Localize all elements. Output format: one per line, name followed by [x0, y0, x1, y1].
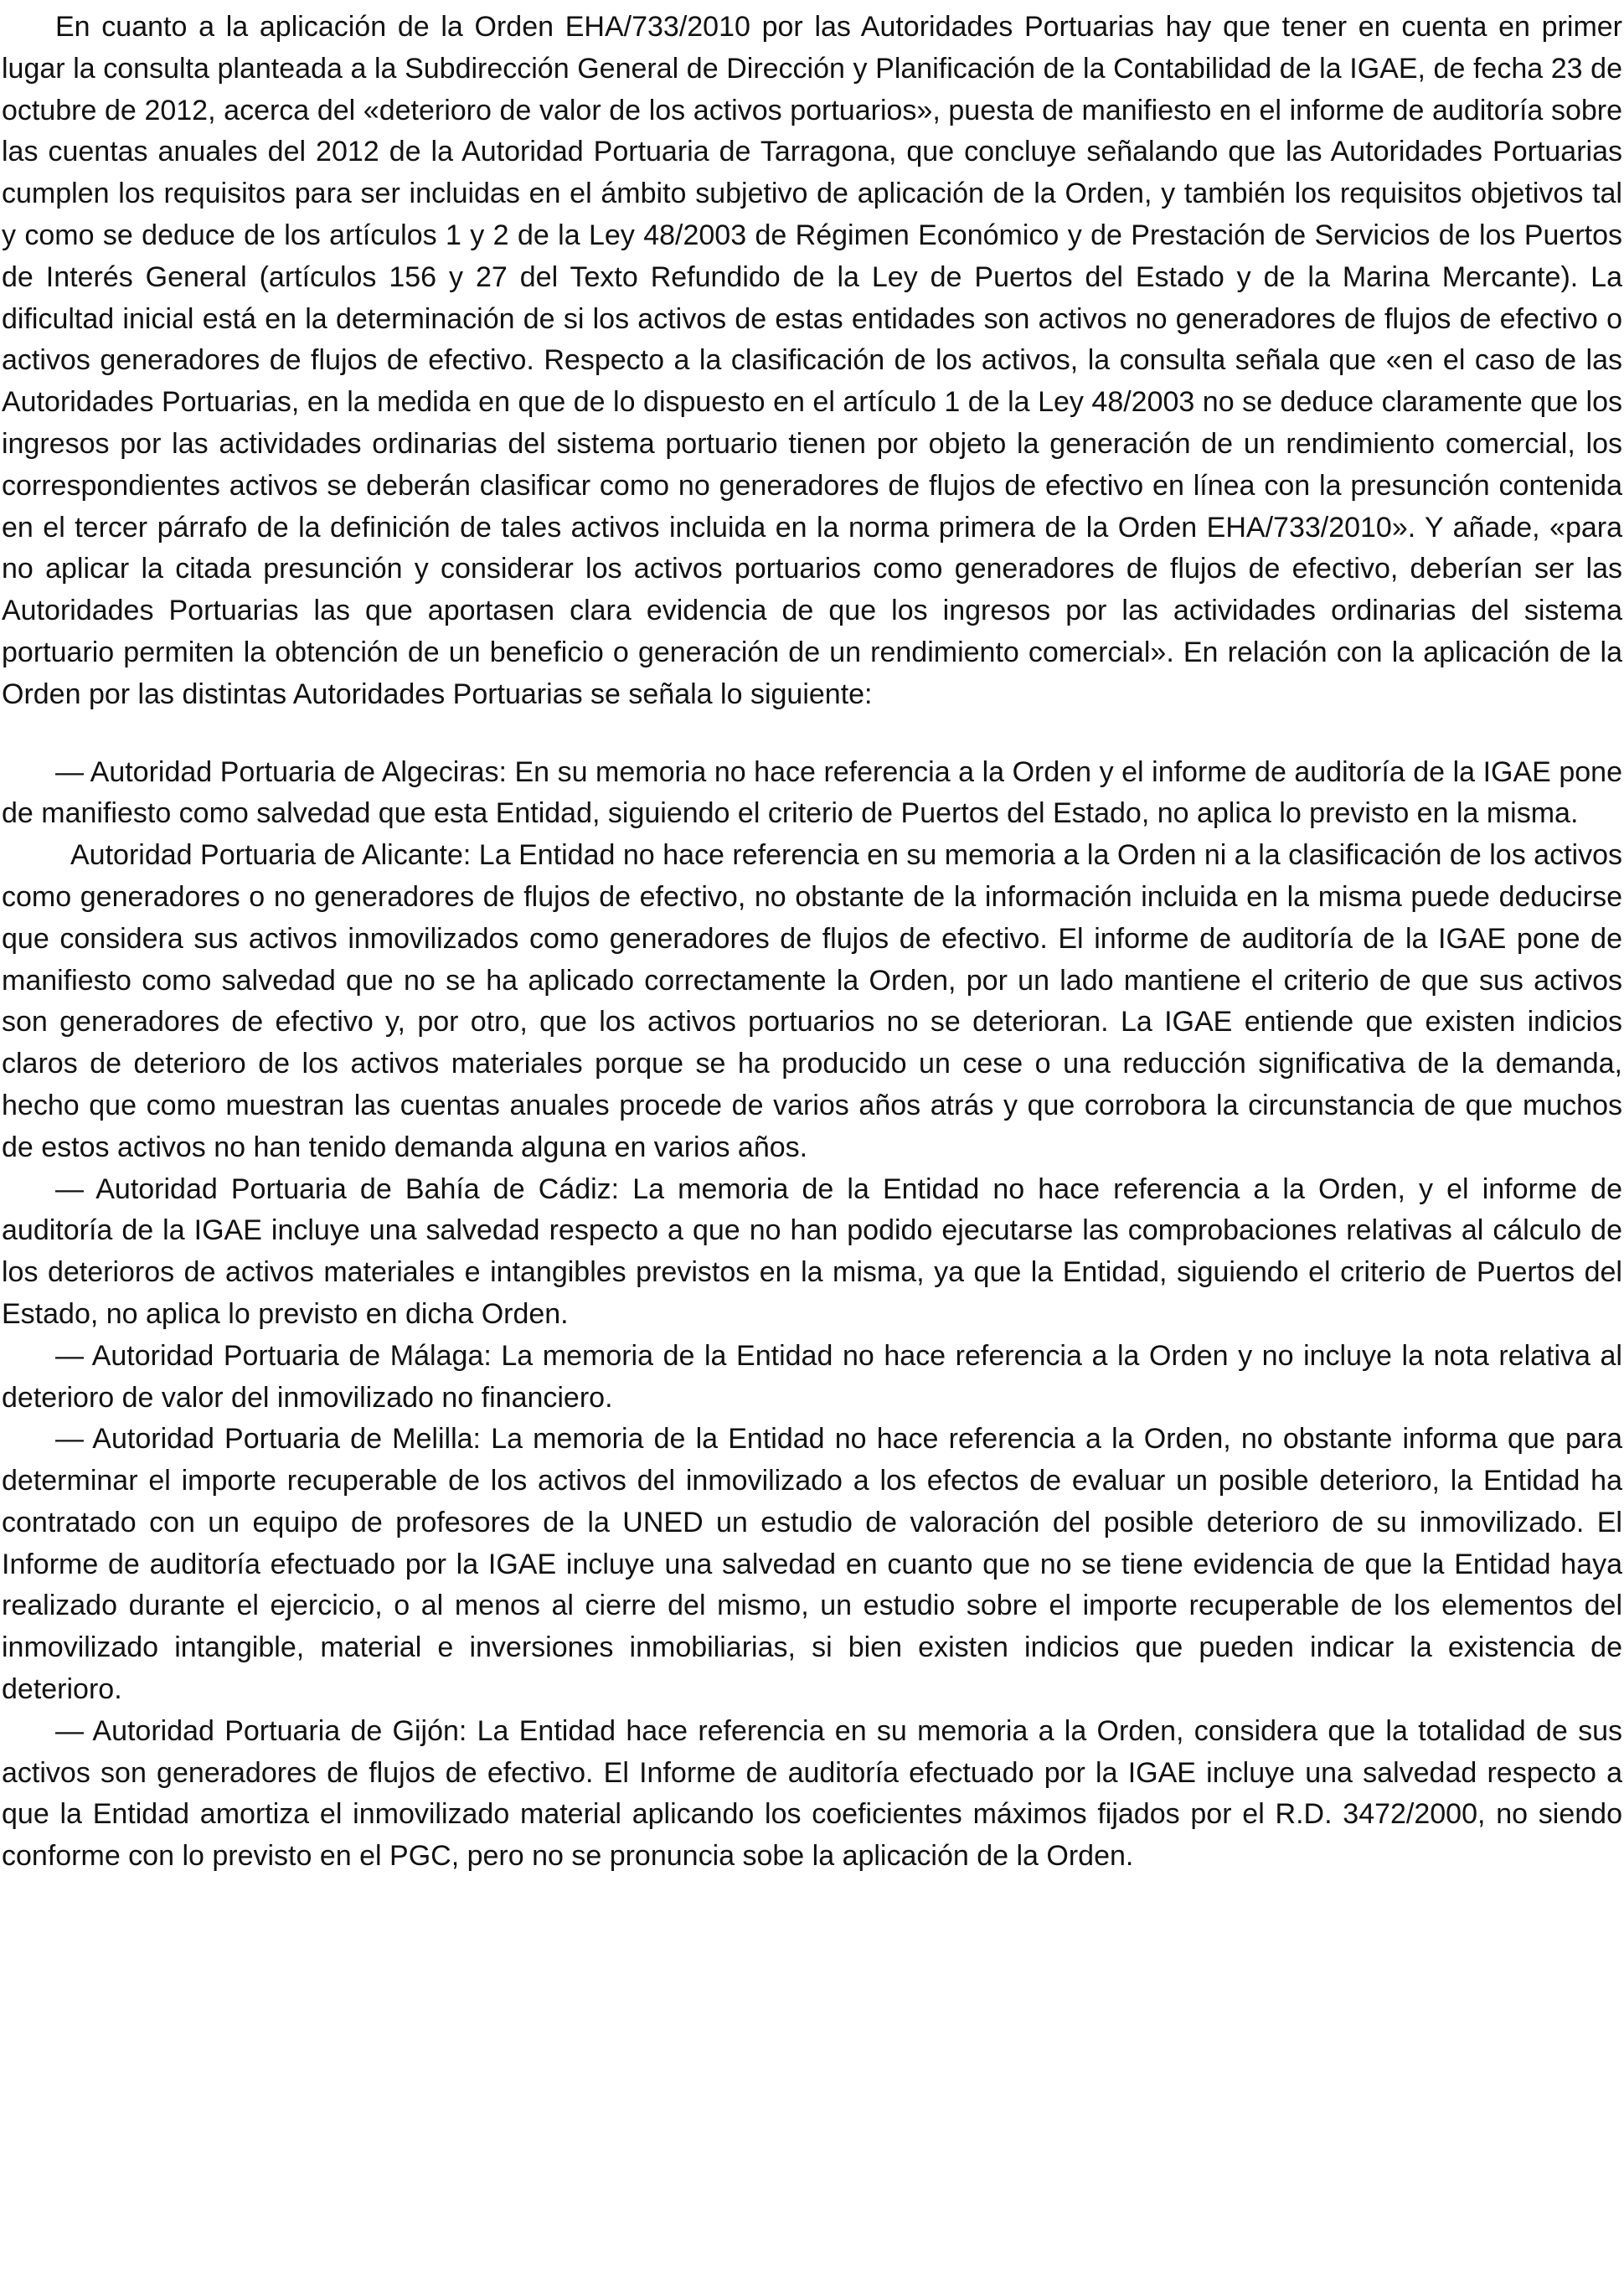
paragraph-malaga: — Autoridad Portuaria de Málaga: La memoria de la Entidad no hace referencia a la Orden y no incluye la nota relativa al deterioro de valor del inmovilizado no financiero. [2, 1339, 1622, 1414]
paragraph-melilla: — Autoridad Portuaria de Melilla: La memoria de la Entidad no hace referencia a la Orden, no obstante informa que para determinar el importe recuperable de los activos del inmovilizado a los efectos de evaluar un posible deterioro, la Entidad ha contratado con un equipo de profesores de la UNED un estudio de valoración del posible deterioro de su inmovilizado. El Informe de auditoría efectuado por la IGAE incluye una salvedad en cuanto que no se tiene evidencia de que la Entidad haya realizado durante el ejercicio, o al menos al cierre del mismo, un estudio sobre el importe recuperable de los elementos del inmovilizado intangible, material e inversiones inmobiliarias, si bien existen indicios que pueden indicar la existencia de deterioro. [2, 1423, 1622, 1706]
paragraph-algeciras: — Autoridad Portuaria de Algeciras: En su memoria no hace referencia a la Orden y el informe de auditoría de la IGAE pone de manifiesto como salvedad que esta Entidad, siguiendo el criterio de Puertos del Estado, no aplica lo previsto en la misma. [2, 755, 1622, 830]
paragraph-bahia-de-cadiz: — Autoridad Portuaria de Bahía de Cádiz: La memoria de la Entidad no hace referencia a la Orden, y el informe de auditoría de la IGAE incluye una salvedad respecto a que no han podido ejecutarse las comprobaciones relativas al cálculo de los deterioros de activos materiales e intangibles previstos en la misma, ya que la Entidad, siguiendo el criterio de Puertos del Estado, no aplica lo previsto en dicha Orden. [2, 1172, 1622, 1330]
paragraph-intro: En cuanto a la aplicación de la Orden EHA/733/2010 por las Autoridades Portuarias hay que tener en cuenta en primer lugar la consulta planteada a la Subdirección General de Dirección y Planificación de la Contabilidad de la IGAE, de fecha 23 de octubre de 2012, acerca del «deterioro de valor de los activos portuarios», puesta de manifiesto en el informe de auditoría sobre las cuentas anuales del 2012 de la Autoridad Portuaria de Tarragona, que concluye señalando que las Autoridades Portuarias cumplen los requisitos para ser incluidas en el ámbito subjetivo de aplicación de la Orden, y también los requisitos objetivos tal y como se deduce de los artículos 1 y 2 de la Ley 48/2003 de Régimen Económico y de Prestación de Servicios de los Puertos de Interés General (artículos 156 y 27 del Texto Refundido de la Ley de Puertos del Estado y de la Marina Mercante). La dificultad inicial está en la determinación de si los activos de estas entidades son activos no generadores de flujos de efectivo o activos generadores de flujos de efectivo. Respecto a la clasificación de los activos, la consulta señala que «en el caso de las Autoridades Portuarias, en la medida en que de lo dispuesto en el artículo 1 de la Ley 48/2003 no se deduce claramente que los ingresos por las actividades ordinarias del sistema portuario tienen por objeto la generación de un rendimiento comercial, los correspondientes activos se deberán clasificar como no generadores de flujos de efectivo en línea con la presunción contenida en el tercer párrafo de la definición de tales activos incluida en la norma primera de la Orden EHA/733/2010». Y añade, «para no aplicar la citada presunción y considerar los activos portuarios como generadores de flujos de efectivo, deberían ser las Autoridades Portuarias las que aportasen clara evidencia de que los ingresos por las actividades ordinarias del sistema portuario permiten la obtención de un beneficio o generación de un rendimiento comercial». En relación con la aplicación de la Orden por las distintas Autoridades Portuarias se señala lo siguiente: [2, 11, 1622, 710]
paragraph-gijon: — Autoridad Portuaria de Gijón: La Entidad hace referencia en su memoria a la Orden, considera que la totalidad de sus activos son generadores de flujos de efectivo. El Informe de auditoría efectuado por la IGAE incluye una salvedad respecto a que la Entidad amortiza el inmovilizado material aplicando los coeficientes máximos fijados por el R.D. 3472/2000, no siendo conforme con lo previsto en el PGC, pero no se pronuncia sobe la aplicación de la Orden. [2, 1714, 1622, 1873]
paragraph-alicante: Autoridad Portuaria de Alicante: La Entidad no hace referencia en su memoria a la Orden ni a la clasificación de los activos como generadores o no generadores de flujos de efectivo, no obstante de la información incluida en la misma puede deducirse que considera sus activos inmovilizados como generadores de flujos de efectivo. El informe de auditoría de la IGAE pone de manifiesto como salvedad que no se ha aplicado correctamente la Orden, por un lado mantiene el criterio de que sus activos son generadores de efectivo y, por otro, que los activos portuarios no se deterioran. La IGAE entiende que existen indicios claros de deterioro de los activos materiales porque se ha producido un cese o una reducción significativa de la demanda, hecho que como muestran las cuentas anuales procede de varios años atrás y que corrobora la circunstancia de que muchos de estos activos no han tenido demanda alguna en varios años. [2, 839, 1622, 1163]
